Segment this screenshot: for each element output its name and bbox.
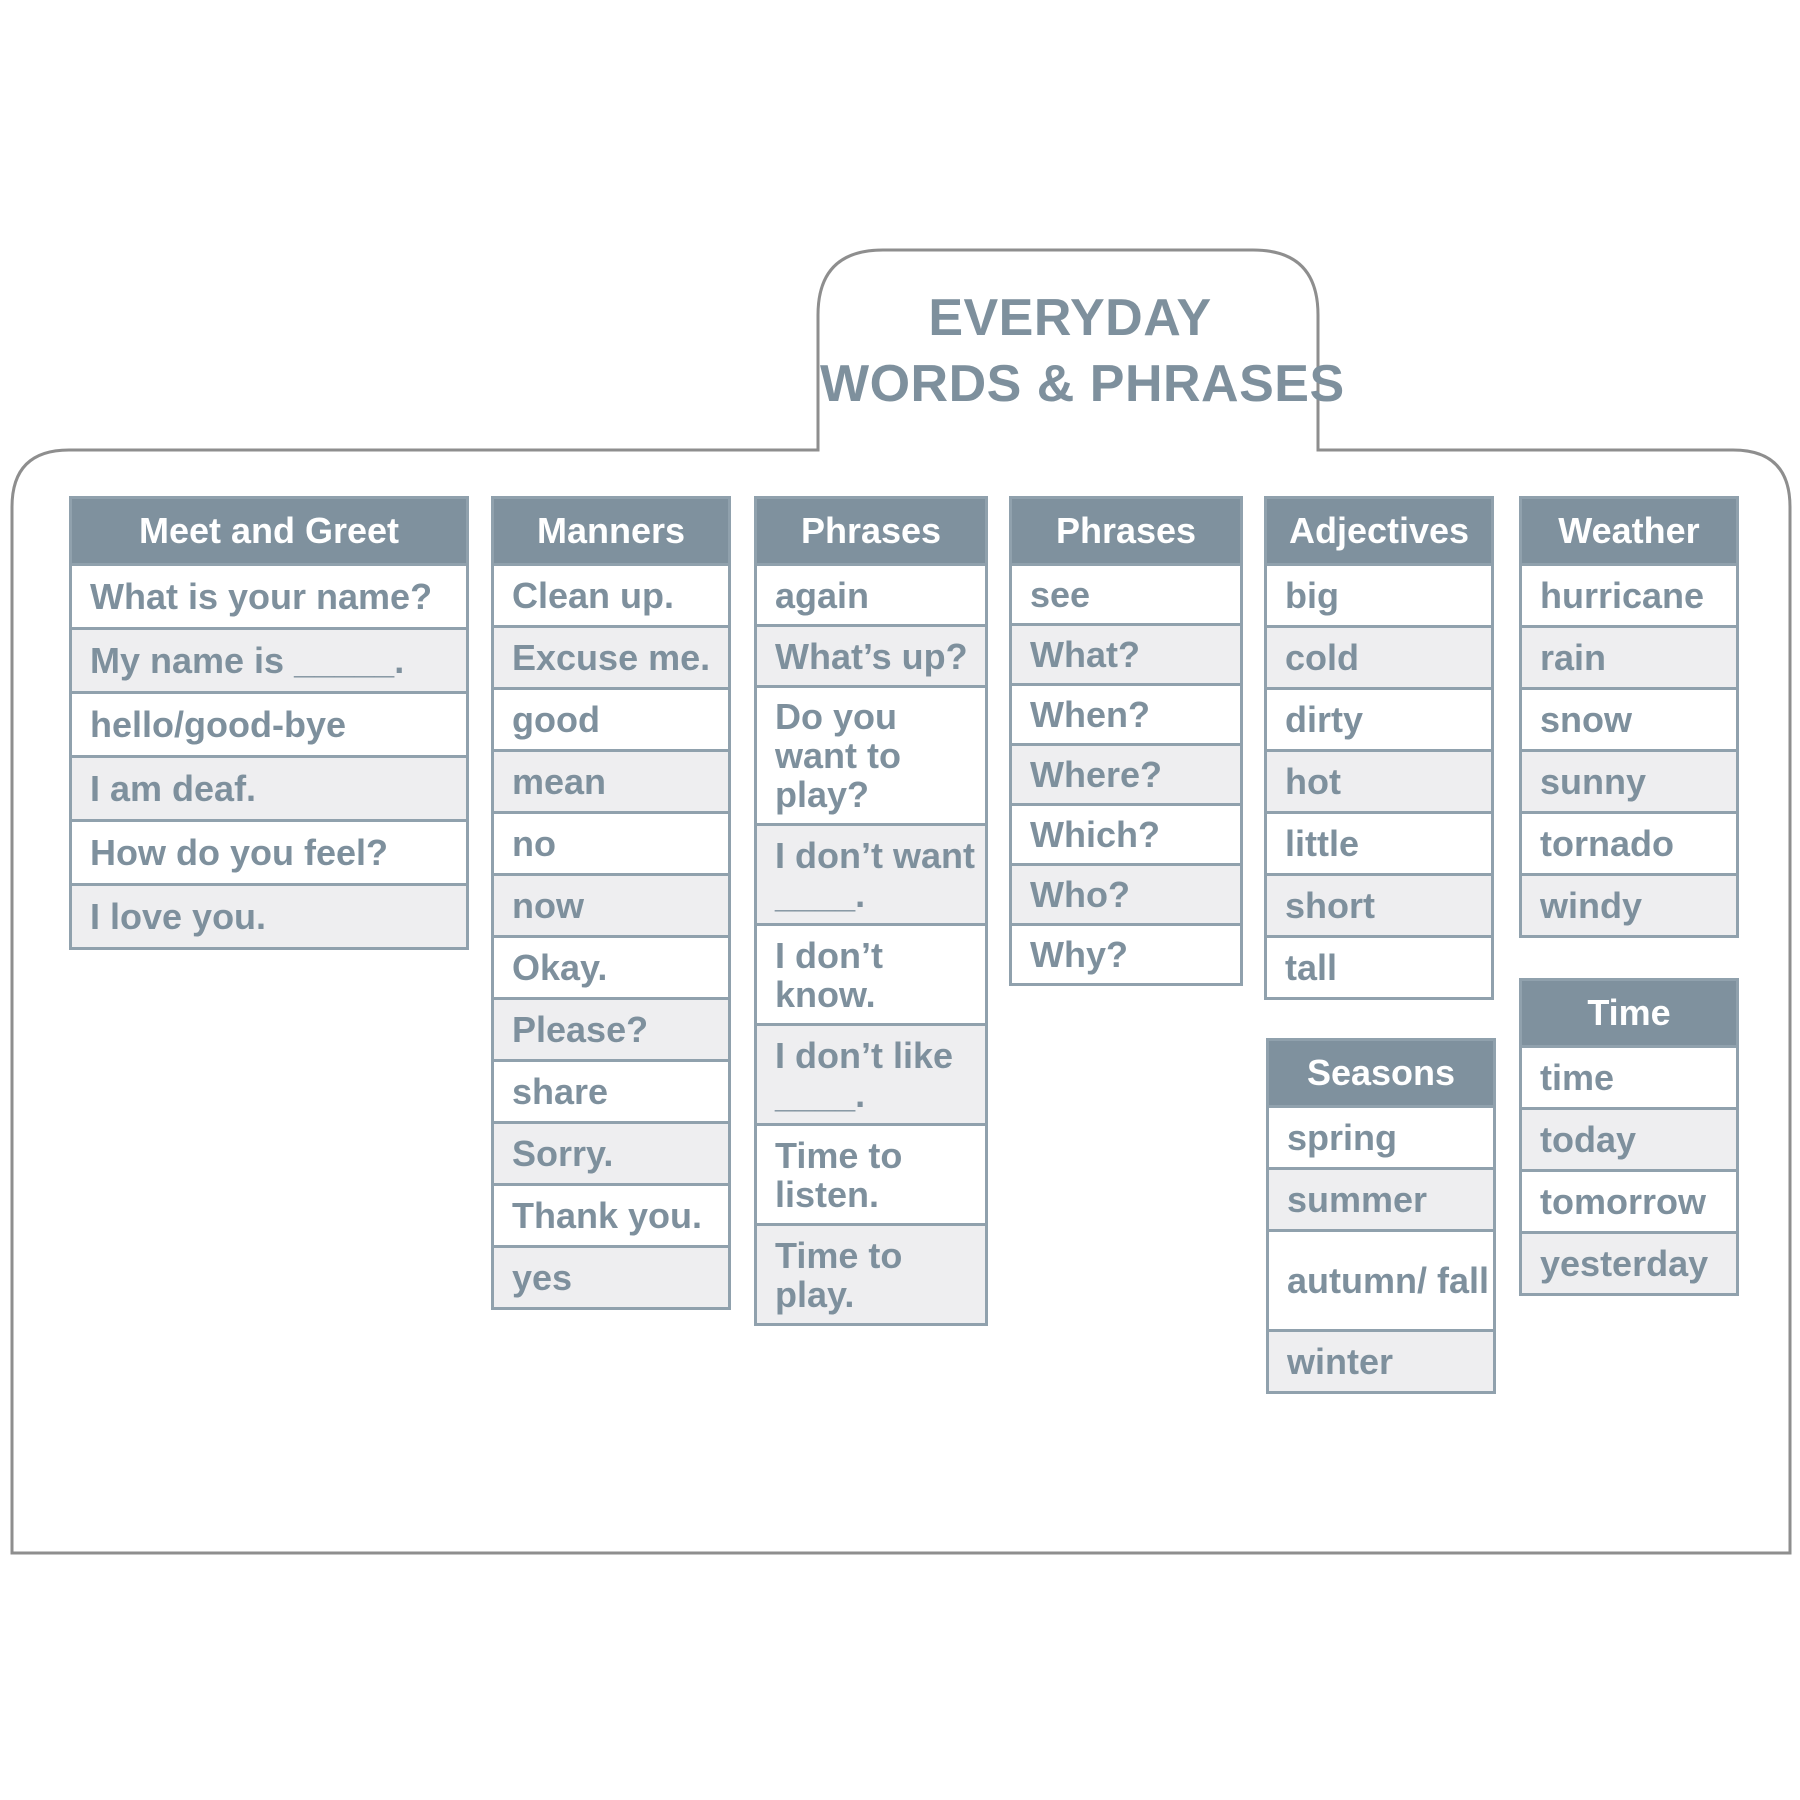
card-adjectives	[1264, 496, 1494, 1000]
list-item: summer	[1269, 1167, 1493, 1229]
list-item: cold	[1267, 625, 1491, 687]
list-item: Why?	[1012, 923, 1240, 983]
list-item: today	[1522, 1107, 1736, 1169]
list-item: rain	[1522, 625, 1736, 687]
list-item: autumn/ fall	[1269, 1229, 1493, 1329]
list-item: hello/good-bye	[72, 691, 466, 755]
card-seasons	[1266, 1038, 1496, 1394]
list-item: hurricane	[1522, 563, 1736, 625]
list-item: see	[1012, 563, 1240, 623]
card-meet-and-greet	[69, 496, 469, 950]
list-item: Where?	[1012, 743, 1240, 803]
card-heading: Phrases	[757, 499, 985, 563]
list-item: again	[757, 563, 985, 624]
list-item: Do you want to play?	[757, 685, 985, 823]
list-item: What is your name?	[72, 563, 466, 627]
list-item: Please?	[494, 997, 728, 1059]
list-item: tornado	[1522, 811, 1736, 873]
list-item: Thank you.	[494, 1183, 728, 1245]
list-item: I don’t like ____.	[757, 1023, 985, 1123]
card-heading: Seasons	[1269, 1041, 1493, 1105]
list-item: tomorrow	[1522, 1169, 1736, 1231]
list-item: Which?	[1012, 803, 1240, 863]
list-item: good	[494, 687, 728, 749]
list-item: What’s up?	[757, 624, 985, 685]
card-manners	[491, 496, 731, 1310]
list-item: snow	[1522, 687, 1736, 749]
list-item: Okay.	[494, 935, 728, 997]
list-item: winter	[1269, 1329, 1493, 1391]
list-item: Sorry.	[494, 1121, 728, 1183]
list-item: yesterday	[1522, 1231, 1736, 1293]
list-item: Who?	[1012, 863, 1240, 923]
title-line-1: EVERYDAY	[928, 289, 1212, 347]
card-phrases-2	[1009, 496, 1243, 986]
list-item: share	[494, 1059, 728, 1121]
list-item: now	[494, 873, 728, 935]
list-item: mean	[494, 749, 728, 811]
list-item: tall	[1267, 935, 1491, 997]
page-title	[820, 285, 1345, 417]
list-item: dirty	[1267, 687, 1491, 749]
list-item: time	[1522, 1045, 1736, 1107]
list-item: windy	[1522, 873, 1736, 935]
list-item: What?	[1012, 623, 1240, 683]
list-item: short	[1267, 873, 1491, 935]
list-item: Clean up.	[494, 563, 728, 625]
list-item: I am deaf.	[72, 755, 466, 819]
card-heading: Phrases	[1012, 499, 1240, 563]
list-item: spring	[1269, 1105, 1493, 1167]
list-item: I don’t know.	[757, 923, 985, 1023]
list-item: no	[494, 811, 728, 873]
card-weather	[1519, 496, 1739, 938]
list-item: yes	[494, 1245, 728, 1307]
list-item: big	[1267, 563, 1491, 625]
list-item: Time to play.	[757, 1223, 985, 1323]
card-heading: Meet and Greet	[72, 499, 466, 563]
card-heading: Weather	[1522, 499, 1736, 563]
list-item: When?	[1012, 683, 1240, 743]
list-item: How do you feel?	[72, 819, 466, 883]
card-time	[1519, 978, 1739, 1296]
list-item: My name is _____.	[72, 627, 466, 691]
card-phrases-1	[754, 496, 988, 1326]
title-line-2: WORDS & PHRASES	[820, 355, 1345, 413]
list-item: Excuse me.	[494, 625, 728, 687]
card-heading: Manners	[494, 499, 728, 563]
card-heading: Time	[1522, 981, 1736, 1045]
list-item: little	[1267, 811, 1491, 873]
list-item: sunny	[1522, 749, 1736, 811]
list-item: I love you.	[72, 883, 466, 947]
list-item: Time to listen.	[757, 1123, 985, 1223]
card-heading: Adjectives	[1267, 499, 1491, 563]
list-item: hot	[1267, 749, 1491, 811]
list-item: I don’t want ____.	[757, 823, 985, 923]
